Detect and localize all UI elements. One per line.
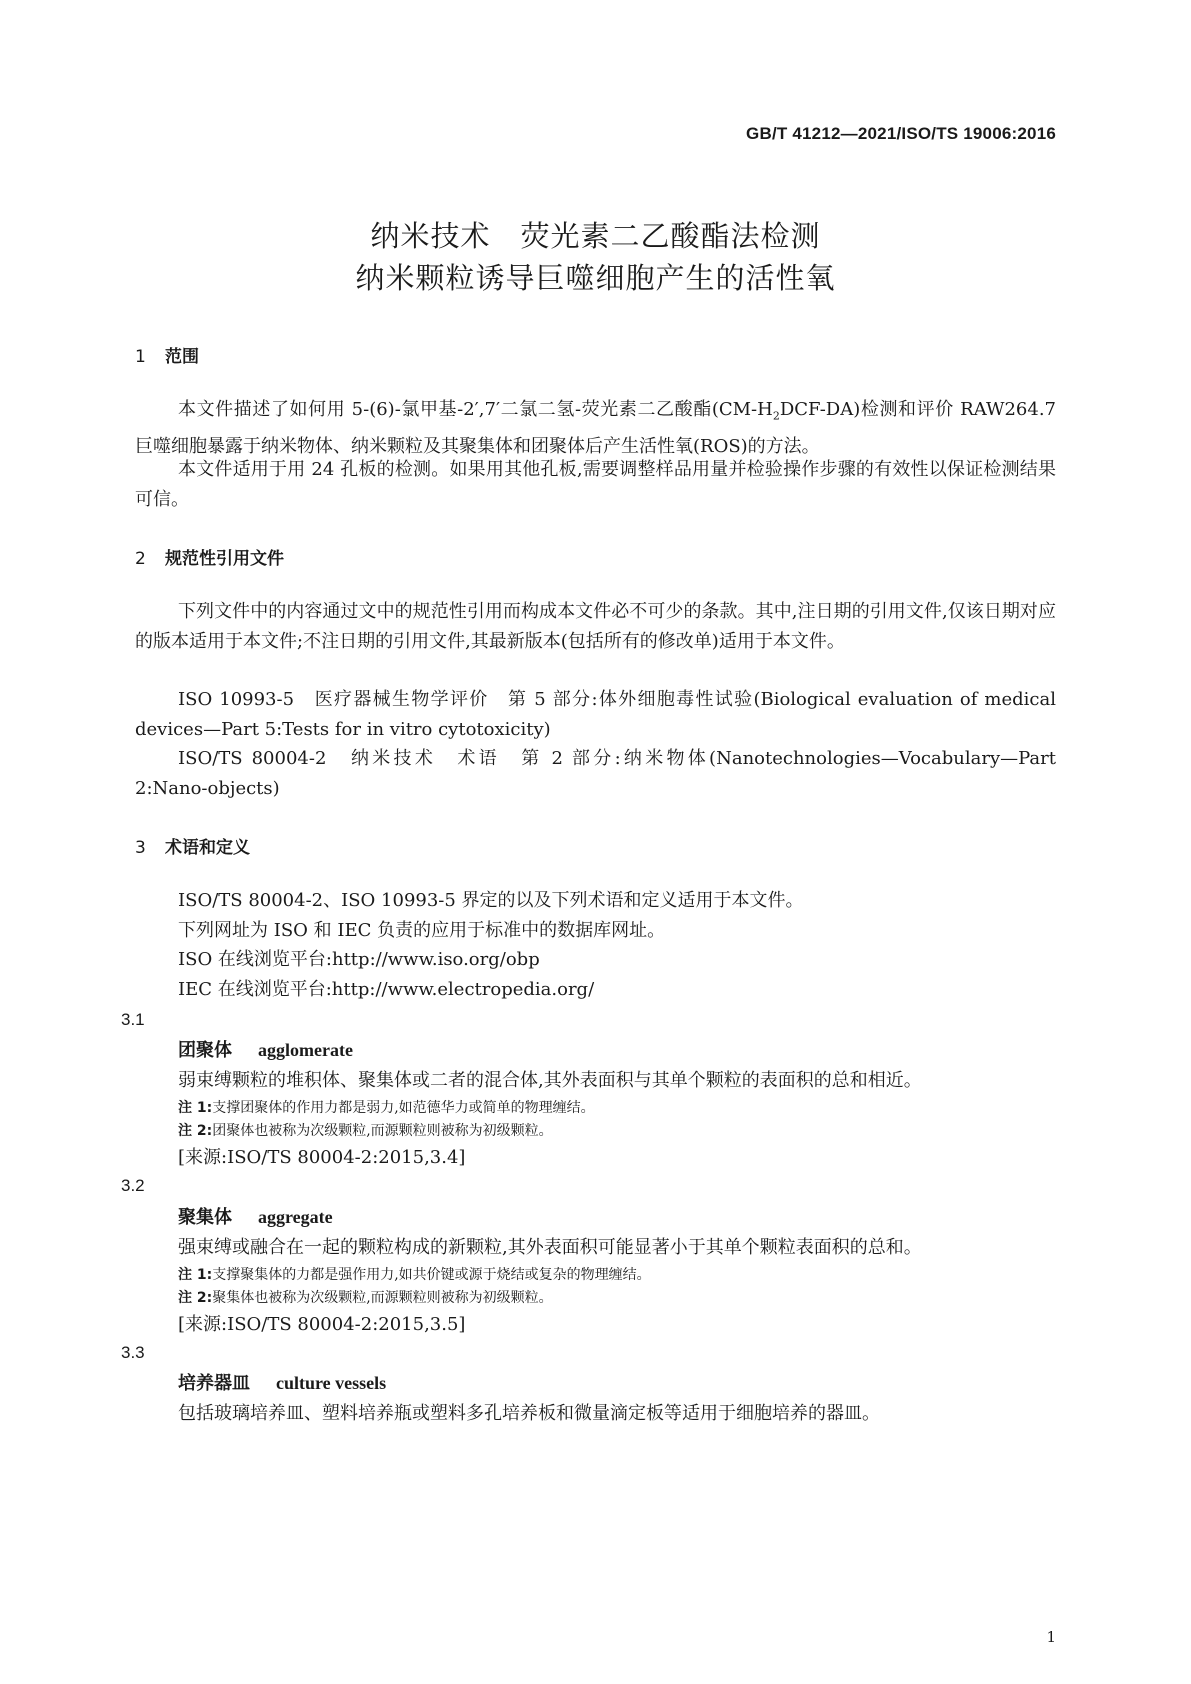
term-definition: 强束缚或融合在一起的颗粒构成的新颗粒,其外表面积可能显著小于其单个颗粒表面积的总和。 [178,1237,922,1258]
section-2-heading [135,544,284,569]
note-label: 注 2: [178,1123,213,1139]
terms-intro-electropedia: IEC 在线浏览平台:http://www.electropedia.org/ [178,979,595,1000]
normative-reference-2: ISO/TS 80004-2 纳米技术 术语 第 2 部分:纳米物体(Nanotechnologies—Vocabulary—Part 2:Nano-objects) [135,748,1056,799]
term-note-2 [178,1120,553,1140]
normative-reference-1: ISO 10993-5 医疗器械生物学评价 第 5 部分:体外细胞毒性试验(Biological evaluation of medical devices—Part 5:Tests for in vitro cytotoxicity) [135,689,1056,740]
note-text: 支撑团聚体的作用力都是弱力,如范德华力或简单的物理缠结。 [212,1100,595,1116]
scope-paragraph-1 [135,395,1056,462]
scope-text-a: 本文件描述了如何用 5-(6)-氯甲基-2′,7′二氯二氢-荧光素二乙酸酯(CM-H [178,399,773,420]
section-3-heading [135,833,250,858]
term-english: culture vessels [276,1373,387,1393]
section-number: 1 [135,347,146,367]
term-source: [来源:ISO/TS 80004-2:2015,3.4] [178,1147,466,1168]
term-english: agglomerate [258,1040,353,1060]
clause-number: 3.1 [121,1010,145,1029]
document-code-header: GB/T 41212—2021/ISO/TS 19006:2016 [746,124,1056,143]
term-note-1 [178,1097,595,1117]
term-chinese: 团聚体 [178,1040,232,1061]
section-number: 3 [135,838,146,858]
note-label: 注 2: [178,1290,213,1306]
term-definition: 包括玻璃培养皿、塑料培养瓶或塑料多孔培养板和微量滴定板等适用于细胞培养的器皿。 [178,1403,880,1424]
subscript: 2 [772,409,780,423]
terms-intro-iso-obp: ISO 在线浏览平台:http://www.iso.org/obp [178,949,540,970]
note-label: 注 1: [178,1100,213,1116]
term-chinese: 聚集体 [178,1207,232,1228]
term-note-1 [178,1264,651,1284]
term-heading [178,1369,386,1395]
scope-text-b: DCF-DA)检测和评价 RAW264.7 巨噬细胞暴露于纳米物体、纳米颗粒及其聚集体和团聚体后产生活性氧(ROS)的方法。 [135,399,1056,457]
term-definition: 弱束缚颗粒的堆积体、聚集体或二者的混合体,其外表面积与其单个颗粒的表面积的总和相近。 [178,1070,922,1091]
terms-intro-2: 下列网址为 ISO 和 IEC 负责的应用于标准中的数据库网址。 [178,920,666,941]
section-1-heading [135,342,199,367]
title-line-1: 纳米技术 荧光素二乙酸酯法检测 [370,219,821,253]
note-label: 注 1: [178,1267,213,1283]
section-title: 术语和定义 [165,838,250,858]
term-source: [来源:ISO/TS 80004-2:2015,3.5] [178,1314,466,1335]
clause-number: 3.3 [121,1343,145,1362]
section-title: 范围 [165,347,199,367]
section-number: 2 [135,549,146,569]
note-text: 支撑聚集体的力都是强作用力,如共价键或源于烧结或复杂的物理缠结。 [212,1267,651,1283]
title-line-2: 纳米颗粒诱导巨噬细胞产生的活性氧 [355,261,836,295]
normative-intro-paragraph: 下列文件中的内容通过文中的规范性引用而构成本文件必不可少的条款。其中,注日期的引用文件,仅该日期对应的版本适用于本文件;不注日期的引用文件,其最新版本(包括所有的修改单)适用于本文件。 [135,601,1056,652]
term-note-2 [178,1287,553,1307]
term-chinese: 培养器皿 [178,1373,250,1394]
section-title: 规范性引用文件 [165,549,284,569]
note-text: 团聚体也被称为次级颗粒,而源颗粒则被称为初级颗粒。 [212,1123,553,1139]
term-heading [178,1036,353,1062]
clause-number: 3.2 [121,1176,145,1195]
scope-paragraph-2: 本文件适用于用 24 孔板的检测。如果用其他孔板,需要调整样品用量并检验操作步骤的有效性以保证检测结果可信。 [135,459,1056,510]
note-text: 聚集体也被称为次级颗粒,而源颗粒则被称为初级颗粒。 [212,1290,553,1306]
term-english: aggregate [258,1207,333,1227]
term-heading [178,1203,333,1229]
page-number: 1 [1046,1628,1056,1646]
terms-intro-1: ISO/TS 80004-2、ISO 10993-5 界定的以及下列术语和定义适用于本文件。 [178,890,804,911]
